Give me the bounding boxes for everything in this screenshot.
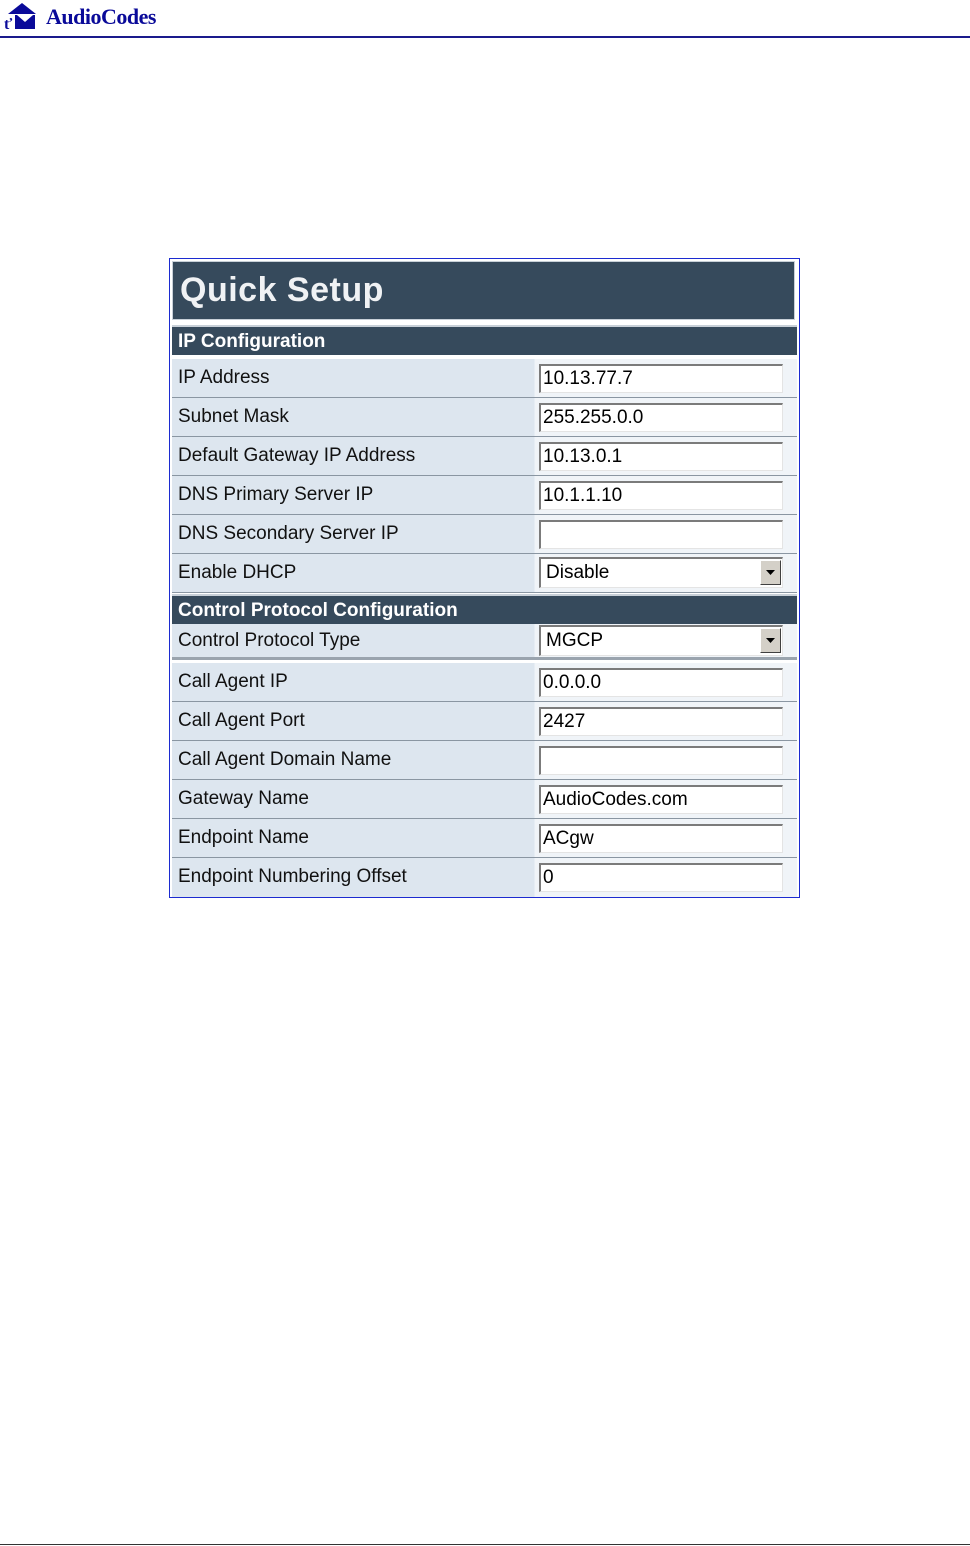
call-agent-ip-label: Call Agent IP: [178, 671, 288, 692]
chevron-down-icon[interactable]: [760, 628, 781, 653]
enable-dhcp-select[interactable]: [539, 557, 783, 588]
enable-dhcp-label: Enable DHCP: [178, 562, 297, 583]
subnet-mask-label: Subnet Mask: [178, 406, 289, 427]
row-call-agent-ip: [172, 663, 797, 702]
control-protocol-type-select[interactable]: [539, 625, 783, 656]
row-endpoint-name: [172, 819, 797, 858]
default-gateway-label: Default Gateway IP Address: [178, 445, 416, 466]
row-default-gateway: [172, 437, 797, 476]
call-agent-domain-input[interactable]: [539, 746, 783, 775]
row-call-agent-domain: [172, 741, 797, 780]
control-protocol-type-value: MGCP: [546, 630, 603, 651]
section-control-protocol: Control Protocol Configuration: [172, 594, 797, 624]
dns-primary-input[interactable]: 10.1.1.10: [539, 481, 783, 510]
brand-name: AudioCodes: [46, 4, 156, 29]
dns-secondary-label: DNS Secondary Server IP: [178, 523, 399, 544]
document-header: [0, 0, 970, 38]
subnet-mask-input[interactable]: 255.255.0.0: [539, 403, 783, 432]
row-endpoint-numbering-offset: [172, 858, 797, 897]
gateway-name-input[interactable]: AudioCodes.com: [539, 785, 783, 814]
call-agent-domain-label: Call Agent Domain Name: [178, 749, 392, 770]
endpoint-numbering-offset-label: Endpoint Numbering Offset: [178, 866, 407, 887]
chevron-down-icon[interactable]: [760, 560, 781, 585]
row-control-protocol-type: [172, 624, 797, 660]
quick-setup-panel: [169, 258, 800, 898]
default-gateway-input[interactable]: 10.13.0.1: [539, 442, 783, 471]
audiocodes-logo: [2, 2, 156, 32]
row-ip-address: [172, 359, 797, 398]
row-subnet-mask: [172, 398, 797, 437]
dns-secondary-input[interactable]: [539, 520, 783, 549]
row-enable-dhcp: [172, 554, 797, 593]
row-call-agent-port: [172, 702, 797, 741]
row-dns-secondary: [172, 515, 797, 554]
call-agent-port-input[interactable]: 2427: [539, 707, 783, 736]
ip-address-input[interactable]: 10.13.77.7: [539, 364, 783, 393]
enable-dhcp-value: Disable: [546, 562, 610, 583]
panel-title: Quick Setup: [172, 261, 795, 320]
call-agent-port-label: Call Agent Port: [178, 710, 305, 731]
ip-address-label: IP Address: [178, 367, 270, 388]
control-protocol-type-label: Control Protocol Type: [178, 630, 361, 651]
endpoint-numbering-offset-input[interactable]: 0: [539, 863, 783, 892]
logo-mark-icon: [2, 2, 42, 32]
row-dns-primary: [172, 476, 797, 515]
row-gateway-name: [172, 780, 797, 819]
gateway-name-label: Gateway Name: [178, 788, 309, 809]
svg-text:ť: ť: [4, 16, 13, 32]
section-ip-configuration: IP Configuration: [172, 325, 797, 355]
call-agent-ip-input[interactable]: 0.0.0.0: [539, 668, 783, 697]
dns-primary-label: DNS Primary Server IP: [178, 484, 374, 505]
footer-divider: [0, 1544, 970, 1545]
endpoint-name-input[interactable]: ACgw: [539, 824, 783, 853]
endpoint-name-label: Endpoint Name: [178, 827, 309, 848]
